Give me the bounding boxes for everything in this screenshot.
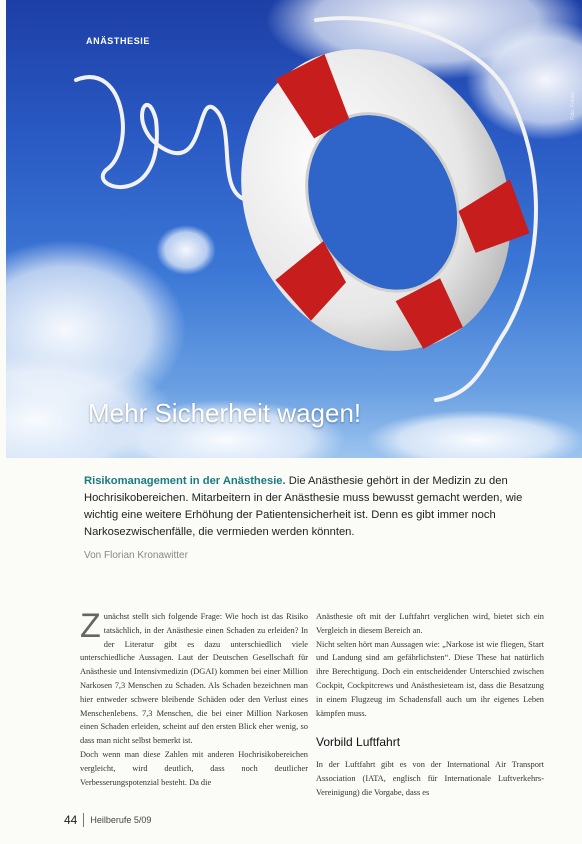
photo-credit: Foto: Fotolia [570,92,576,120]
article-headline: Mehr Sicherheit wagen! [88,398,362,428]
paragraph: Nicht selten hört man Aussagen wie: „Narkose ist wie fliegen, Start und Landung sind am gefährlichsten“. Diese These hat natürlich ihre Berechtigung. Doch ein entscheidender Unterschied zwischen Cockpit, Cockpitcrews und Anästhesieteam ist, dass die Besatzung in einem Flugzeug im Schadensfall auch um ihr eigenes Leben kämpfen muss. [316,639,544,718]
paragraph: In der Luftfahrt gibt es von der International Air Transport Association (IATA, englisch für Internationale Luftverkehrs-Vereinigung) die Vorgabe, dass es [316,760,544,797]
footer-divider [83,813,84,827]
lead-text: Die Anästhesie gehört in der Medizin zu den Hochrisikobereichen. Mitarbeitern in der Anästhesie muss bewusst gemacht werden, wie wichtig eine weitere Erhöhung der Patientensicherheit ist. Denn es gibt immer noch Narkosezwischenfälle, die vermieden werden könnten. [84,475,523,538]
hero-image [6,0,582,458]
page-footer [64,813,151,827]
section-subheading: Vorbild Luftfahrt [316,735,401,750]
article-lead [84,473,544,541]
lead-kicker: Risikomanagement in der Anästhesie. [84,475,286,487]
paragraph: Doch wenn man diese Zahlen mit anderen Hochrisikobereichen vergleicht, wird deutlich, dass noch deutlicher Verbesserungspotenzial besteht. Da die [80,749,308,787]
article-byline: Von Florian Kronawitter [84,550,188,561]
section-label: ANÄSTHESIE [86,36,151,46]
publication-name: Heilberufe 5/09 [90,815,152,825]
paragraph: unächst stellt sich folgende Frage: Wie hoch ist das Risiko tatsächlich, in der Anästhesie einen Schaden zu erleiden? In der Literatur gibt es dazu unterschiedlich viele unterschiedliche Aussagen. Laut der Deutschen Gesellschaft für Anästhesie und Intensivmedizin (DGAI) kommen bei einer Million Narkosen 7,3 Menschen zu Schaden. Als Schaden bezeichnen man hier entweder schwere bleibende Schäden oder den Verlust eines Menschenlebens. 7,3 Menschen, die bei einer Million Narkosen einen Schaden erleiden, scheint auf den ersten Blick eher wenig, so dass man nicht selbst bemerkt ist. [80,612,308,746]
lifebuoy-illustration [6,0,582,458]
paragraph: Anästhesie oft mit der Luftfahrt verglichen wird, bietet sich ein Vergleich in diesem Bereich an. [316,612,544,635]
page-number: 44 [64,813,78,827]
drop-cap: Z [80,607,101,645]
text-column-right [316,610,544,800]
text-column-left [80,607,308,789]
